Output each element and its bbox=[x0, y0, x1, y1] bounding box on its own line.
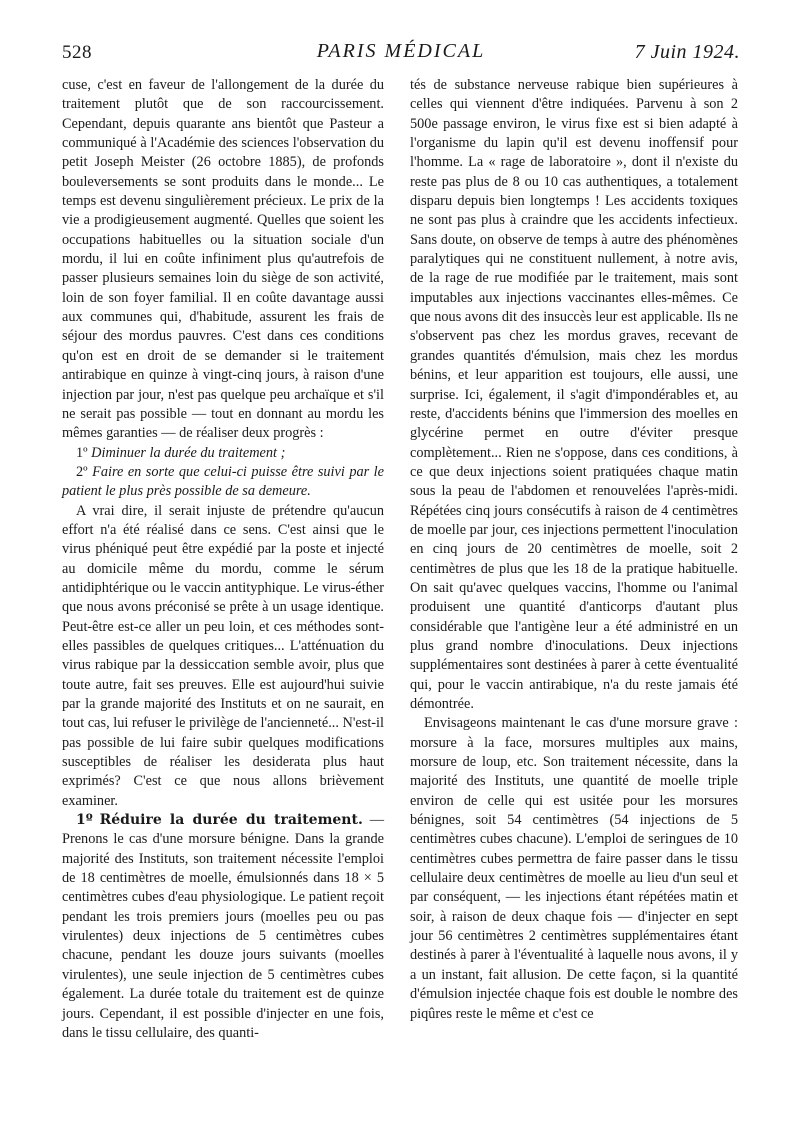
right-paragraph-2: Envisageons maintenant le cas d'une morsure grave : morsure à la face, morsures multiples aux mains, morsure de loup, etc. Son traitement nécessite, dans la majorité des Instituts, une quantité de moelle triple environ de celle qui est usitée pour les morsures bénignes, soit 54 centimètres (54 injections de 5 centimètres cubes chacune). L'emploi de seringues de 10 centimètres cubes permettra de faire passer dans le tissu cellulaire deux centimètres de moelle au lieu d'un seul et par conséquent, — les injections étant répétées matin et soir, à raison de deux chaque fois — d'injecter en sept jour 56 centimètres 2 centimètres supplémentaires étant destinés à parer à l'éventualité à laquelle nous avons, il y a un instant, fait allusion. De cette façon, si la quantité d'émulsion injectée chaque fois est double le nombre des piqûres reste le même et c'est ce bbox=[410, 715, 738, 1022]
list-item-2-number: 2º bbox=[76, 463, 88, 480]
left-paragraph-2: A vrai dire, il serait injuste de prétendre qu'aucun effort n'a été réalisé dans ce sens. C'est ainsi que le virus phéniqué peut être expédié par la poste et injecté au domicile même du mordu, comme le sérum antidiphtérique ou le vaccin antityphique. Le virus-éther que nous avons préconisé se prête à un usage identique. Peut-être est-ce aller un peu loin, et ces méthodes sont-elles passibles de quelques critiques... L'atténuation du virus rabique par la dessiccation semble avoir, plus que toute autre, fait ses preuves. Elle est aujourd'hui suivie par la grande majorité des Instituts et on ne saurait, en tout cas, lui refuser le privilège de l'ancienneté... N'est-il pas possible de lui faire subir quelques modifications susceptibles de réaliser les desiderata plus haut exprimés? C'est ce que nous allons brièvement examiner. bbox=[62, 502, 384, 809]
section-number: 1º bbox=[76, 812, 93, 829]
page-number: 528 bbox=[62, 42, 92, 63]
section-heading-paragraph bbox=[62, 811, 384, 1043]
journal-title: PARIS MÉDICAL bbox=[316, 40, 486, 62]
list-item-1-number: 1º bbox=[76, 444, 88, 461]
list-item-2-text: Faire en sorte que celui-ci puisse être suivi par le patient le plus près possible de sa demeure. bbox=[62, 463, 384, 500]
right-paragraph-1: tés de substance nerveuse rabique bien supérieures à celles qui viennent d'être indiquées. Parvenu à son 2 500e passage environ, le virus fixe est si bien adapté à l'organisme du lapin qu'il est devenu inoffensif pour l'homme. La « rage de laboratoire », dont il n'existe du reste pas plus de 8 ou 10 cas authentiques, a totalement disparu depuis bien longtemps ! Les accidents toxiques ne sont pas plus à craindre que les accidents infectieux. Sans doute, on observe de temps à autre des phénomènes paralytiques qui ne constituent nullement, à notre avis, de la rage de rue modifiée par le traitement, mais sont imputables aux injections vaccinantes elles-mêmes. Ce que nous avons dit des insuccès leur est applicable. Ils ne s'observent pas chez les mordus graves, recevant de grandes quantités d'émulsion, mais chez les mordus bénins, et leur apparition est toujours, elle aussi, une surprise. Ici, également, il s'agit d'impondérables et, au reste, d'accidents bénins que l'immersion des moelles en glycérine permet en outre d'éviter presque complètement... Rien ne s'oppose, dans ces conditions, à ce que deux injections soient pratiquées chaque matin sous la peau de l'abdomen et renouvelées l'après-midi. Répétées cinq jours consécutifs à raison de 4 centimètres de moelle par jour, ces injections permettent l'inoculation en cinq jours de 20 centimètres de moelle, soit 2 centimètres de plus que les 18 de la pratique habituelle. On sait qu'avec quelques vaccins, l'homme ou l'animal produisent une quantité d'anticorps d'autant plus considérable que l'antigène leur a été administré en un plus grand nombre d'inoculations. Deux injections supplémentaires sont destinées à parer à cette éventualité qui, pour le vaccin antirabique, n'a du reste jamais été démontrée. bbox=[410, 77, 738, 712]
left-paragraph-3: Prenons le cas d'une morsure bénigne. Dans la grande majorité des Instituts, son traitement nécessite l'emploi de 18 centimètres de moelle, émulsionnés dans 18 × 5 centimètres cubes d'eau physiologique. Le patient reçoit pendant les trois premiers jours (moelles peu ou pas virulentes) deux injections de 5 centimètres cubes chacune, pendant les douze jours suivants (moelles virulentes), une seule injection de 5 centimètres cubes également. La durée totale du traitement est de quinze jours. Cependant, il est possible d'injecter en une fois, dans le tissu cellulaire, des quanti- bbox=[62, 831, 384, 1041]
issue-date: 7 Juin 1924. bbox=[634, 41, 740, 63]
left-column bbox=[62, 76, 384, 1043]
page-header bbox=[62, 40, 740, 70]
section-title: Réduire la durée du traitement. bbox=[99, 812, 363, 829]
section-dash: — bbox=[362, 812, 385, 829]
list-item-1 bbox=[62, 444, 384, 463]
list-item-1-text: Diminuer la durée du traitement ; bbox=[91, 444, 286, 461]
list-item-2 bbox=[62, 463, 384, 502]
left-paragraph-1: cuse, c'est en faveur de l'allongement de la durée du traitement plutôt que de son raccourcissement. Cependant, depuis quarante ans bientôt que Pasteur a communiqué à l'Académie des sciences l'observation du petit Joseph Meister (26 octobre 1885), de profonds bouleversements se sont produits dans le monde... Le temps est devenu singulièrement précieux. Le prix de la vie a prodigieusement augmenté. Quelles que soient les occupations habituelles ou la situation sociale d'un mordu, il lui en coûte infiniment plus qu'autrefois de passer plusieurs semaines loin du siège de son activité, loin de son foyer familial. Il en coûte davantage aussi aux communes qui, d'habitude, assurent les frais de séjour des mordus pauvres. C'est dans ces conditions qu'on est en droit de se demander si le traitement antirabique en quinze à vingt-cinq jours, à raison d'une injection par jour, n'est pas quelque peu archaïque et s'il ne serait pas possible — tout en donnant au mordu les mêmes garanties — de réaliser deux progrès : bbox=[62, 77, 384, 442]
right-column bbox=[410, 76, 738, 1024]
